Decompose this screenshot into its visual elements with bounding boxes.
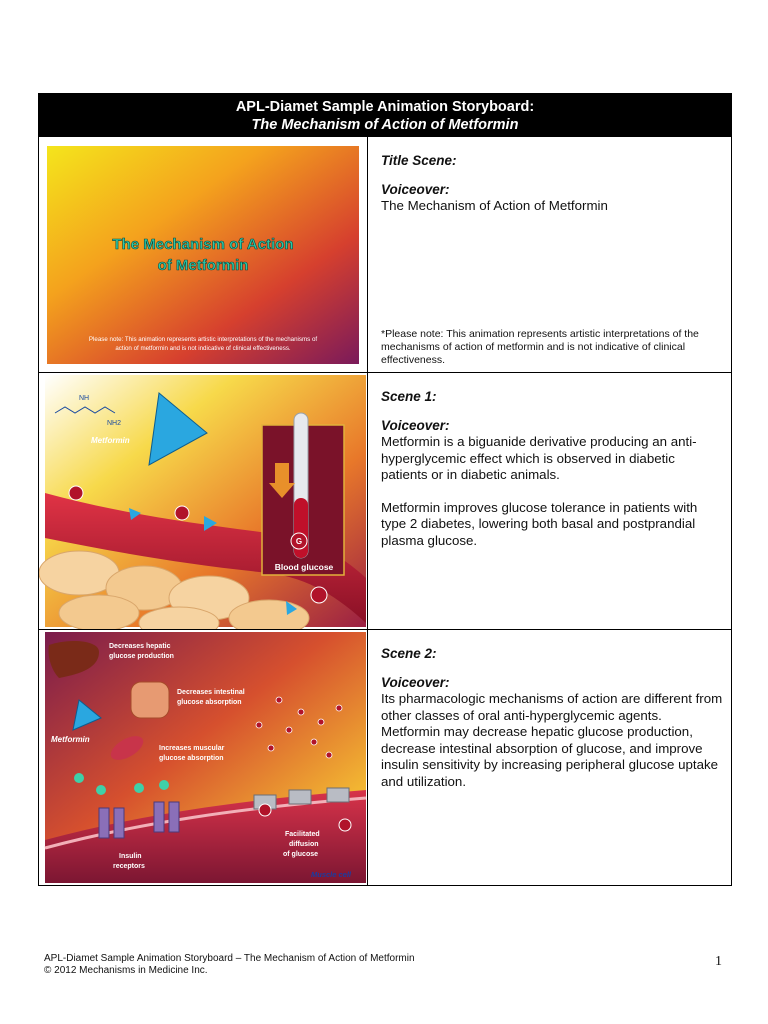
facilitated-label-1: Facilitated (285, 831, 320, 838)
molecule-label-nh2: NH2 (107, 420, 122, 427)
hepatic-label-1: Decreases hepatic (109, 643, 171, 650)
facilitated-label-2: diffusion (289, 841, 319, 848)
voiceover-text: Metformin is a biguanide derivative producing an anti-hyperglycemic effect which is observed in diabetic patients or in diabetic animals. (381, 434, 697, 482)
title-scene-image (39, 137, 367, 372)
scene-label: Scene 2: (381, 646, 437, 661)
intestinal-label-2: glucose absorption (177, 699, 242, 706)
muscular-label-1: Increases muscular (159, 745, 225, 752)
scene-text-cell (368, 630, 731, 885)
scene-text-cell (368, 137, 731, 372)
scene-image-cell (39, 373, 368, 629)
molecule-label-nh: NH (79, 395, 90, 402)
intestinal-label-1: Decreases intestinal (177, 689, 245, 696)
insulin-label-1: Insulin (119, 853, 142, 860)
intestine-icon (131, 682, 169, 718)
scene-row-title (39, 136, 731, 372)
image-note-line2: action of metformin and is not indicative of clinical effectiveness. (115, 345, 291, 352)
facilitated-label-3: of glucose (283, 851, 319, 858)
storyboard-table (38, 93, 732, 886)
voiceover-text: Its pharmacologic mechanisms of action are different from other classes of oral anti-hyperglycemic agents. Metformin may decrease hepatic glucose production, decrease intestinal absorption of glucose, and improve insulin sensitivity by increasing peripheral glucose uptake and utilization. (381, 691, 723, 789)
storyboard-header (39, 94, 731, 136)
metformin-label: Metformin (51, 735, 90, 744)
title-background (47, 146, 359, 364)
image-title-line2: of Metformin (157, 257, 249, 274)
blood-glucose-label: Blood glucose (274, 562, 334, 572)
insulin-label-2: receptors (113, 863, 145, 870)
voiceover-text: The Mechanism of Action of Metformin (381, 198, 608, 213)
image-title-line1: The Mechanism of Action (112, 236, 294, 253)
muscular-label-2: glucose absorption (159, 755, 224, 762)
voiceover-text: Metformin improves glucose tolerance in patients with type 2 diabetes, lowering both basal and postprandial plasma glucose. (381, 499, 698, 548)
scene2-image (39, 630, 367, 885)
scene-row-1 (39, 372, 731, 629)
voiceover-label: Voiceover: (381, 181, 450, 197)
page-number: 1 (715, 954, 722, 969)
scene-label: Scene 1: (381, 389, 437, 404)
metformin-label: Metformin (91, 436, 130, 445)
image-note-line1: Please note: This animation represents artistic interpretations of the mechanisms of (88, 336, 318, 343)
scene-text-cell (368, 373, 731, 629)
scene-image-cell (39, 137, 368, 372)
scene-label: Title Scene: (381, 153, 457, 168)
disclaimer-note: *Please note: This animation represents artistic interpretations of the mechanisms of action of metformin and is not indicative of clinical effectiveness. (381, 327, 699, 366)
glucose-letter: G (295, 537, 303, 546)
scene-row-2 (39, 629, 731, 885)
page-footer (44, 953, 415, 976)
muscle-cell-label: Muscle cell (311, 870, 352, 879)
scene1-image (39, 373, 367, 629)
voiceover-label: Voiceover: (381, 674, 450, 690)
storyboard-subtitle: The Mechanism of Action of Metformin (251, 117, 519, 133)
voiceover-label: Voiceover: (381, 417, 450, 433)
scene-image-cell (39, 630, 368, 885)
hepatic-label-2: glucose production (109, 653, 174, 660)
footer-copyright: © 2012 Mechanisms in Medicine Inc. (44, 964, 208, 976)
storyboard-title: APL-Diamet Sample Animation Storyboard: (235, 99, 535, 115)
footer-title: APL-Diamet Sample Animation Storyboard – The Mechanism of Action of Metformin (44, 953, 415, 964)
